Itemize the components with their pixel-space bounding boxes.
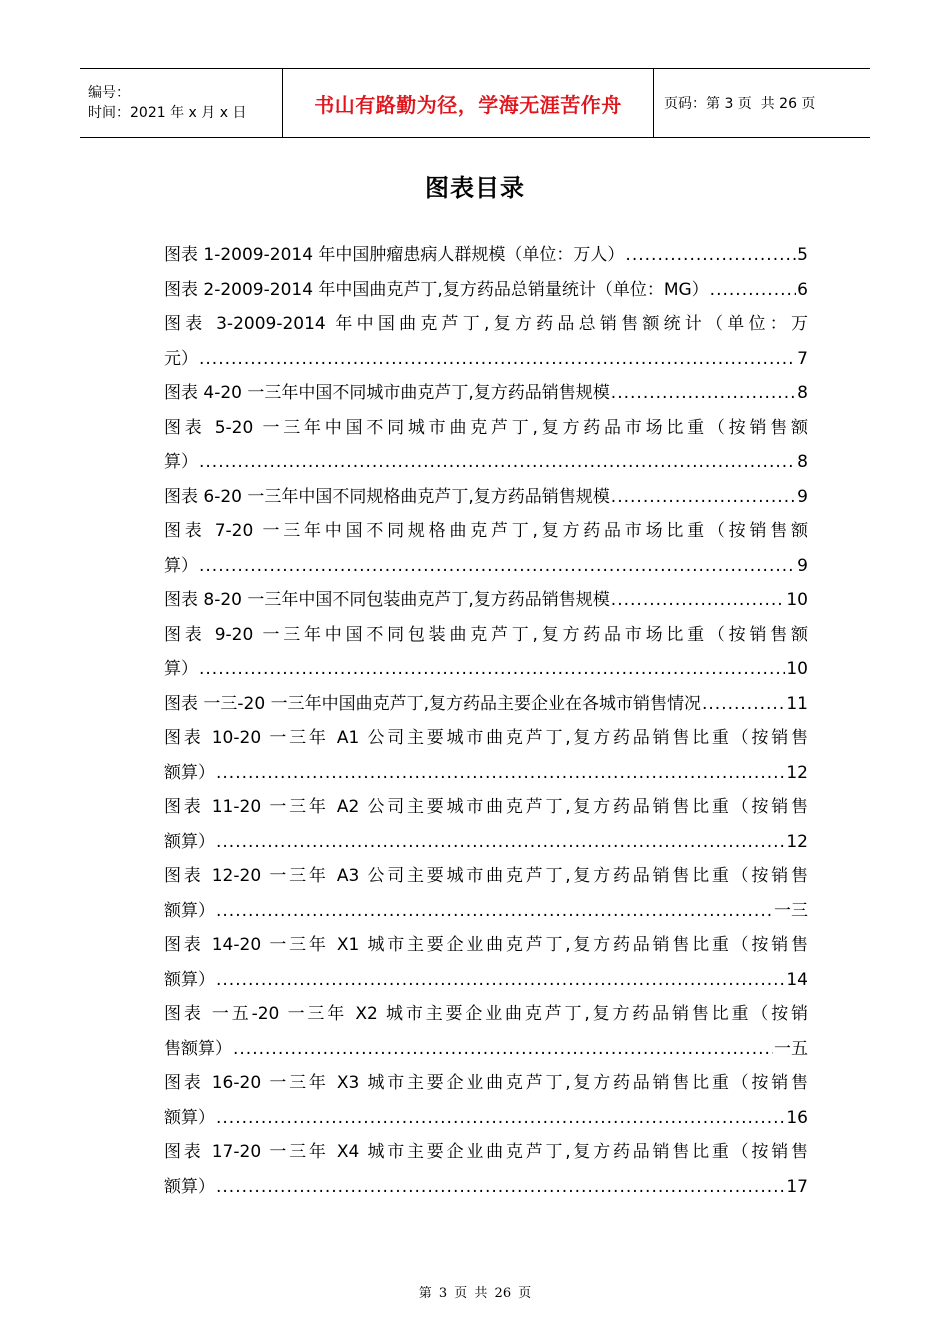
toc-entry[interactable]: [164, 480, 808, 515]
toc-page-number: 12: [786, 762, 808, 783]
toc-page-number: 8: [797, 452, 808, 472]
toc-entry-line-final: [164, 894, 808, 929]
toc-dot-leader: [611, 376, 796, 411]
toc-page-number: 16: [786, 1107, 808, 1128]
toc-entry[interactable]: [164, 514, 808, 583]
toc-entry-line-final: [164, 1101, 808, 1136]
toc-entry-text: 图表 6-20 一三年中国不同规格曲克芦丁,复方药品销售规模: [164, 486, 610, 507]
toc-dot-leader: [199, 652, 785, 687]
toc-dot-leader: [216, 1101, 785, 1136]
toc-entry-line-final: [164, 445, 808, 480]
toc-entry-line-final: [164, 825, 808, 860]
toc-entry-line-final: [164, 549, 808, 584]
toc-entry[interactable]: [164, 790, 808, 859]
toc-entry-line: [164, 1135, 808, 1170]
toc-entry[interactable]: [164, 687, 808, 722]
toc-entry-text: 额算）: [164, 1107, 215, 1128]
toc-page-number: 8: [797, 383, 808, 403]
toc-page-number: 12: [786, 831, 808, 852]
toc-entry-line-final: [164, 238, 808, 273]
document-number: 编号：: [88, 85, 130, 101]
toc-entry[interactable]: [164, 859, 808, 928]
toc-dot-leader: [199, 342, 796, 377]
toc-entry-line-final: [164, 1170, 808, 1205]
toc-entry-text: 图表 3-2009-2014 年中国曲克芦丁,复方药品总销售额统计（单位：万: [164, 314, 808, 334]
toc-page-number: 6: [797, 279, 808, 300]
toc-entry-text: 图表 7-20 一三年中国不同规格曲克芦丁,复方药品市场比重（按销售额: [164, 521, 808, 541]
toc-entry-line-final: [164, 273, 808, 308]
toc-entry-text: 图表 5-20 一三年中国不同城市曲克芦丁,复方药品市场比重（按销售额: [164, 417, 808, 438]
toc-entry-text: 算）: [164, 555, 198, 576]
toc-entry-line: [164, 307, 808, 342]
toc-page-number: 5: [797, 245, 808, 265]
toc-entry-line-final: [164, 342, 808, 377]
toc-entry-line-final: [164, 963, 808, 998]
toc-entry-text: 额算）: [164, 762, 215, 783]
toc-dot-leader: [199, 445, 796, 480]
toc-entry-line: [164, 618, 808, 653]
toc-entry-text: 图表 1-2009-2014 年中国肿瘤患病人群规模（单位：万人）: [164, 245, 625, 265]
toc-dot-leader: [216, 1170, 785, 1205]
toc-dot-leader: [233, 1032, 773, 1067]
toc-entry[interactable]: [164, 1135, 808, 1204]
toc-entry-text: 算）: [164, 452, 198, 472]
figure-toc-list: [164, 238, 808, 1204]
toc-entry-text: 图表 4-20 一三年中国不同城市曲克芦丁,复方药品销售规模: [164, 383, 610, 403]
toc-entry-text: 图表 14-20 一三年 X1 城市主要企业曲克芦丁,复方药品销售比重（按销售: [164, 935, 808, 955]
toc-dot-leader: [710, 273, 797, 308]
toc-page-number: 11: [786, 693, 808, 714]
toc-entry-line: [164, 997, 808, 1032]
toc-entry-text: 图表 8-20 一三年中国不同包装曲克芦丁,复方药品销售规模: [164, 590, 610, 610]
toc-entry-line: [164, 790, 808, 825]
toc-entry-line-final: [164, 756, 808, 791]
toc-entry-text: 图表 17-20 一三年 X4 城市主要企业曲克芦丁,复方药品销售比重（按销售: [164, 1142, 808, 1162]
toc-page-number: 一三: [774, 900, 808, 921]
toc-entry-text: 额算）: [164, 969, 215, 990]
toc-entry[interactable]: [164, 997, 808, 1066]
toc-entry-text: 算）: [164, 659, 198, 679]
header-page-info: 页码：第 3 页 共 26 页: [664, 96, 816, 112]
toc-page-number: 10: [786, 590, 808, 610]
toc-entry[interactable]: [164, 411, 808, 480]
page-header: [80, 68, 870, 138]
toc-entry[interactable]: [164, 1066, 808, 1135]
toc-page-number: 7: [797, 348, 808, 369]
toc-entry-line-final: [164, 583, 808, 618]
toc-entry-line-final: [164, 687, 808, 722]
toc-entry-line-final: [164, 1032, 808, 1067]
toc-entry-text: 元）: [164, 348, 198, 369]
toc-entry-line-final: [164, 480, 808, 515]
toc-entry-text: 图表 10-20 一三年 A1 公司主要城市曲克芦丁,复方药品销售比重（按销售: [164, 728, 808, 748]
toc-entry-text: 额算）: [164, 900, 215, 921]
toc-dot-leader: [216, 894, 773, 929]
toc-entry[interactable]: [164, 583, 808, 618]
toc-entry-text: 图表 2-2009-2014 年中国曲克芦丁,复方药品总销量统计（单位：MG）: [164, 279, 709, 300]
toc-entry-line-final: [164, 376, 808, 411]
toc-dot-leader: [199, 549, 796, 584]
header-motto: 书山有路勤为径，学海无涯苦作舟: [314, 92, 622, 117]
toc-entry[interactable]: [164, 307, 808, 376]
page-title: 图表目录: [425, 174, 525, 202]
toc-entry-line: [164, 859, 808, 894]
toc-entry-text: 图表 一五-20 一三年 X2 城市主要企业曲克芦丁,复方药品销售比重（按销: [164, 1004, 808, 1024]
page-footer: 第 3 页 共 26 页: [418, 1286, 532, 1301]
toc-entry-text: 售额算）: [164, 1038, 232, 1059]
toc-entry-line: [164, 928, 808, 963]
toc-entry[interactable]: [164, 273, 808, 308]
toc-entry-text: 图表 11-20 一三年 A2 公司主要城市曲克芦丁,复方药品销售比重（按销售: [164, 797, 808, 817]
toc-entry-line: [164, 721, 808, 756]
toc-entry-text: 额算）: [164, 831, 215, 852]
toc-page-number: 9: [797, 486, 808, 507]
toc-entry-line: [164, 514, 808, 549]
toc-dot-leader: [216, 825, 785, 860]
toc-dot-leader: [625, 238, 796, 273]
toc-dot-leader: [611, 480, 796, 515]
toc-page-number: 9: [797, 555, 808, 576]
document-date: 时间：2021 年 x 月 x 日: [88, 105, 247, 121]
toc-entry-text: 图表 16-20 一三年 X3 城市主要企业曲克芦丁,复方药品销售比重（按销售: [164, 1073, 808, 1093]
toc-entry[interactable]: [164, 721, 808, 790]
toc-page-number: 14: [786, 969, 808, 990]
toc-entry-text: 图表 一三-20 一三年中国曲克芦丁,复方药品主要企业在各城市销售情况: [164, 693, 701, 714]
toc-page-number: 10: [786, 659, 808, 679]
toc-entry-line: [164, 1066, 808, 1101]
toc-entry[interactable]: [164, 928, 808, 997]
toc-dot-leader: [216, 963, 785, 998]
toc-dot-leader: [611, 583, 786, 618]
header-motto-cell: [282, 69, 654, 137]
toc-entry[interactable]: [164, 376, 808, 411]
toc-entry-line: [164, 411, 808, 446]
toc-dot-leader: [216, 756, 785, 791]
toc-entry-text: 图表 12-20 一三年 A3 公司主要城市曲克芦丁,复方药品销售比重（按销售: [164, 866, 808, 886]
toc-dot-leader: [702, 687, 785, 722]
toc-entry-line-final: [164, 652, 808, 687]
header-meta: [80, 69, 282, 137]
toc-entry[interactable]: [164, 618, 808, 687]
toc-page-number: 17: [786, 1176, 808, 1197]
toc-entry-text: 图表 9-20 一三年中国不同包装曲克芦丁,复方药品市场比重（按销售额: [164, 624, 808, 645]
toc-page-number: 一五: [774, 1038, 808, 1059]
toc-entry[interactable]: [164, 238, 808, 273]
toc-entry-text: 额算）: [164, 1176, 215, 1197]
